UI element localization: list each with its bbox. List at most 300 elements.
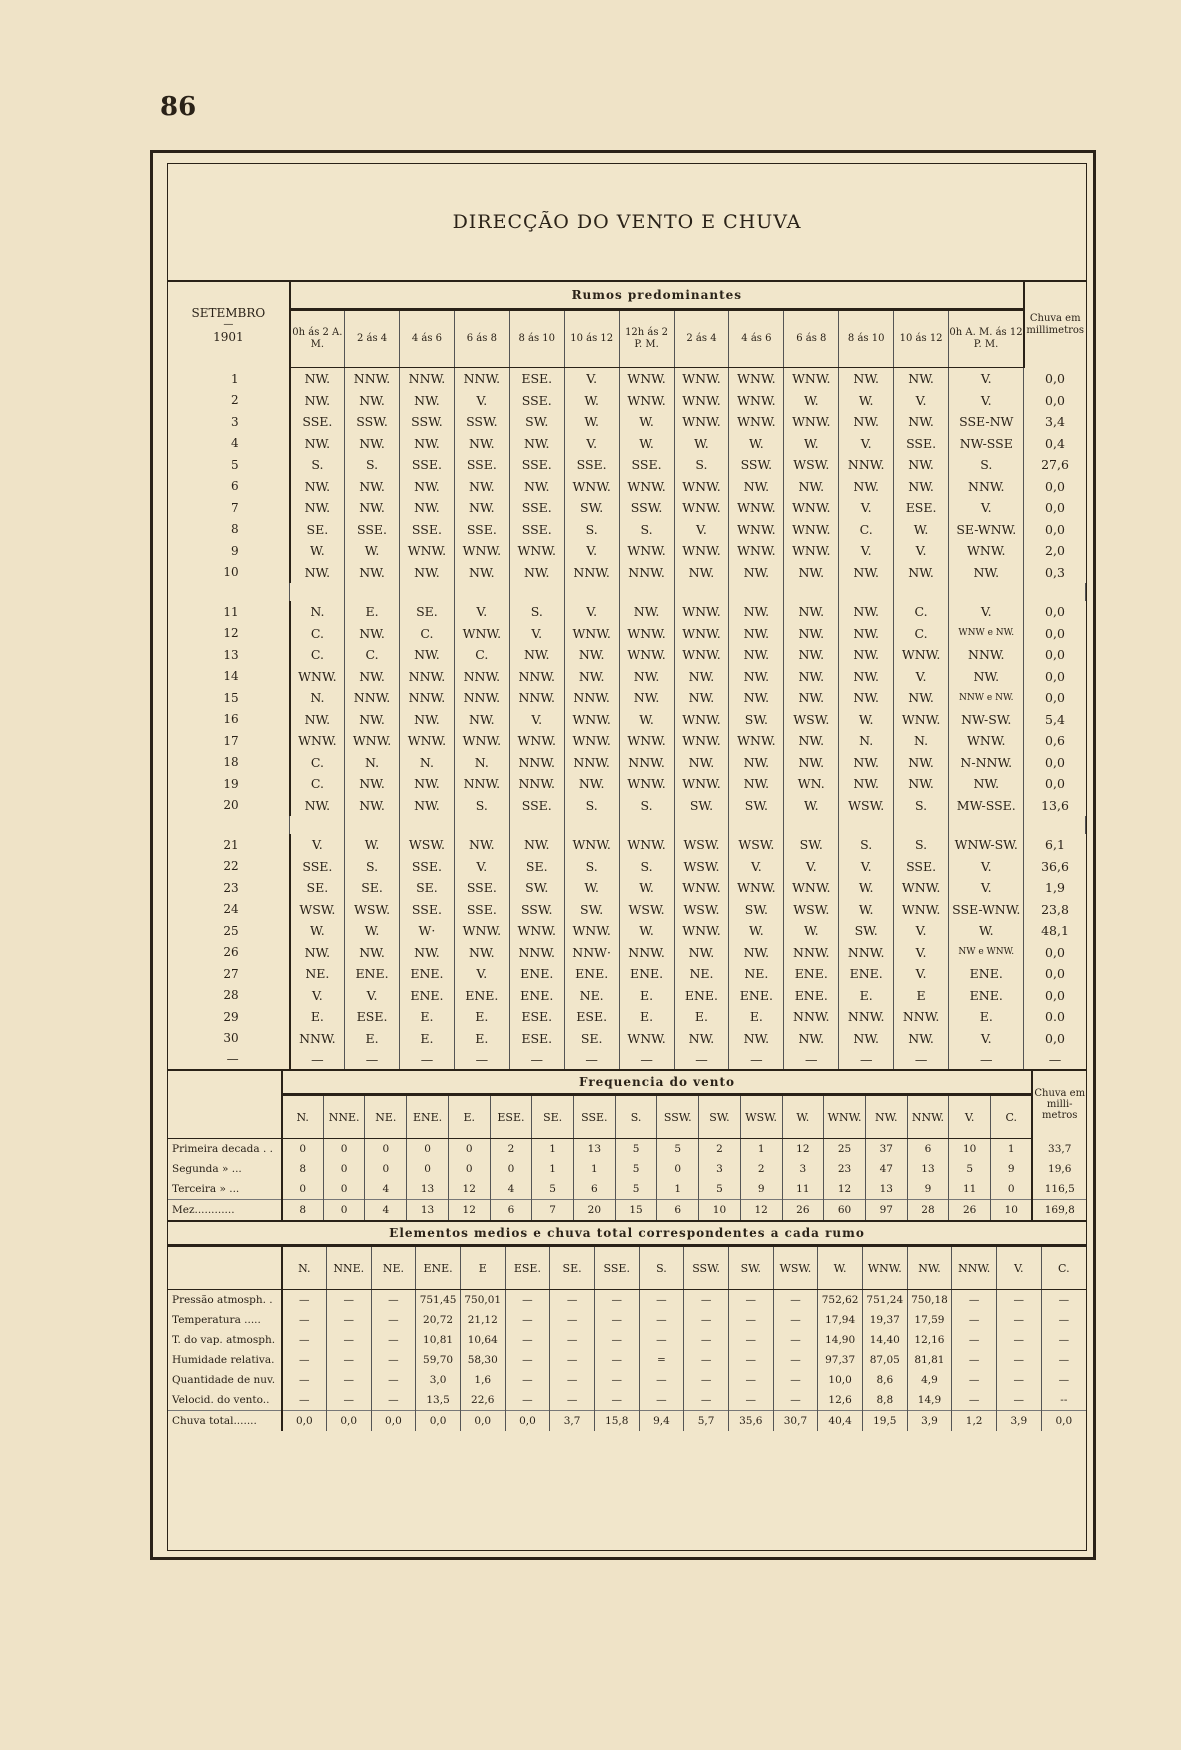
frequency-cell: 8: [282, 1200, 324, 1221]
wind-direction-cell: NNW.: [509, 752, 564, 774]
element-value-cell: 12,16: [907, 1330, 952, 1350]
wind-direction-cell: V.: [949, 368, 1024, 390]
wind-direction-cell: NNW.: [454, 368, 509, 390]
wind-direction-cell: NNW.: [784, 942, 839, 964]
rain-cell: 0,0: [1045, 966, 1065, 982]
wind-direction-cell: WNW.: [399, 730, 454, 752]
wind-direction-cell: NW.: [509, 433, 564, 455]
wind-direction-cell: NNW.: [509, 773, 564, 795]
day-row: [168, 1028, 1086, 1050]
direction-column-header: ENE.: [407, 1095, 449, 1139]
wind-direction-cell: NW.: [839, 752, 894, 774]
wind-direction-cell: W.: [674, 433, 729, 455]
wind-direction-cell: SE.: [290, 519, 345, 541]
wind-direction-cell: SSE.: [454, 877, 509, 899]
wind-direction-cell: SSE.: [509, 390, 564, 412]
wind-direction-cell: WNW.: [454, 623, 509, 645]
wind-direction-cell: NW.: [290, 795, 345, 817]
wind-direction-cell: V.: [949, 877, 1024, 899]
frequency-cell: 28: [907, 1200, 949, 1221]
day-row: [168, 497, 1086, 519]
frequency-cell: 13: [407, 1200, 449, 1221]
time-column-header: 6 ás 8: [784, 310, 839, 368]
element-value-cell: —: [282, 1330, 327, 1350]
wind-direction-cell: WNW.: [619, 390, 674, 412]
day-number: 7: [168, 497, 290, 519]
frequency-cell: 7: [532, 1200, 574, 1221]
wind-direction-cell: WNW.: [784, 497, 839, 519]
wind-direction-cell: NNW.: [839, 942, 894, 964]
time-column-header: 2 ás 4: [345, 310, 400, 368]
frequency-cell: 12: [740, 1200, 782, 1221]
wind-direction-cell: SW.: [729, 899, 784, 921]
element-value-cell: —: [639, 1390, 684, 1411]
wind-direction-cell: SSE.: [509, 454, 564, 476]
wind-direction-cell: N.: [290, 601, 345, 623]
dash-cell: —: [399, 1049, 454, 1069]
frequency-cell: 20: [574, 1200, 616, 1221]
wind-direction-cell: ESE.: [509, 368, 564, 390]
rain-cell: 0,0: [1045, 754, 1065, 770]
direction-column-header: NW.: [907, 1246, 952, 1290]
direction-column-header: ENE.: [416, 1246, 461, 1290]
element-row: [168, 1390, 1086, 1411]
element-value-cell: 0,0: [326, 1411, 371, 1432]
wind-direction-cell: SE-WNW.: [949, 519, 1024, 541]
direction-column-header: WSW.: [740, 1095, 782, 1139]
wind-direction-cell: NW.: [345, 390, 400, 412]
element-value-cell: —: [773, 1350, 818, 1370]
direction-column-header: W.: [818, 1246, 863, 1290]
wind-direction-cell: W.: [784, 390, 839, 412]
element-value-cell: —: [684, 1370, 729, 1390]
wind-direction-cell: NW.: [894, 752, 949, 774]
element-value-cell: 19,5: [862, 1411, 907, 1432]
wind-direction-cell: NW.: [399, 476, 454, 498]
wind-direction-cell: V.: [564, 368, 619, 390]
day-row: [168, 623, 1086, 645]
wind-direction-cell: SSW.: [345, 411, 400, 433]
wind-direction-cell: NW.: [345, 476, 400, 498]
element-value-cell: —: [639, 1370, 684, 1390]
frequency-cell: 6: [574, 1179, 616, 1200]
day-number: 29: [168, 1006, 290, 1028]
frequency-cell: 5: [615, 1139, 657, 1160]
wind-direction-cell: SE.: [564, 1028, 619, 1050]
day-row: [168, 795, 1086, 817]
wind-direction-cell: V.: [290, 985, 345, 1007]
frequency-cell: 1: [991, 1139, 1033, 1160]
freq-corner-lower: [168, 1095, 282, 1139]
wind-direction-cell: WNW.: [399, 540, 454, 562]
day-number: 21: [168, 834, 290, 856]
wind-direction-cell: ENE.: [784, 963, 839, 985]
wind-direction-cell: WNW.: [729, 877, 784, 899]
element-value-cell: 22,6: [460, 1390, 505, 1411]
page-title: DIRECÇÃO DO VENTO E CHUVA: [168, 164, 1086, 282]
wind-direction-cell: ENE.: [949, 963, 1024, 985]
wind-direction-cell: NW.: [564, 644, 619, 666]
day-row: [168, 411, 1086, 433]
wind-direction-cell: NW.: [894, 411, 949, 433]
direction-column-header: V.: [949, 1095, 991, 1139]
wind-direction-cell: NE.: [290, 963, 345, 985]
dash-cell: —: [564, 1049, 619, 1069]
element-value-cell: 9,4: [639, 1411, 684, 1432]
wind-direction-cell: W.: [619, 433, 674, 455]
frequency-cell: 25: [824, 1139, 866, 1160]
wind-direction-cell: C.: [290, 623, 345, 645]
wind-direction-cell: NW.: [674, 666, 729, 688]
wind-direction-cell: SW.: [674, 795, 729, 817]
wind-direction-cell: E.: [399, 1006, 454, 1028]
wind-direction-cell: E.: [619, 1006, 674, 1028]
wind-direction-cell: NW.: [399, 709, 454, 731]
element-value-cell: 0,0: [1041, 1411, 1086, 1432]
wind-direction-cell: WNW.: [454, 540, 509, 562]
wind-direction-cell: WNW.: [674, 476, 729, 498]
wind-direction-cell: V.: [509, 623, 564, 645]
wind-direction-cell: SSW.: [454, 411, 509, 433]
wind-direction-cell: NW.: [399, 433, 454, 455]
wind-direction-cell: NW.: [509, 476, 564, 498]
wind-direction-cell: NW.: [454, 476, 509, 498]
wind-direction-cell: SSE.: [399, 899, 454, 921]
wind-direction-cell: NW.: [784, 1028, 839, 1050]
dash-cell: —: [619, 1049, 674, 1069]
day-row: [168, 519, 1086, 541]
wind-direction-cell: V.: [949, 601, 1024, 623]
wind-direction-cell: NW.: [399, 773, 454, 795]
day-row: [168, 877, 1086, 899]
wind-direction-cell: NNW.: [454, 687, 509, 709]
frequency-cell: 0: [407, 1159, 449, 1179]
wind-direction-cell: WNW.: [509, 540, 564, 562]
wind-direction-cell: ENE.: [399, 963, 454, 985]
wind-direction-cell: NW.: [509, 834, 564, 856]
wind-direction-cell: SW.: [729, 795, 784, 817]
wind-direction-cell: SSE.: [345, 519, 400, 541]
frequency-cell: 9: [740, 1179, 782, 1200]
day-number: 8: [168, 519, 290, 541]
element-value-cell: 40,4: [818, 1411, 863, 1432]
wind-direction-cell: V.: [894, 942, 949, 964]
frequency-row: [168, 1159, 1086, 1179]
day-row: [168, 709, 1086, 731]
wind-direction-cell: N.: [345, 752, 400, 774]
rain-cell: 0,6: [1045, 733, 1065, 749]
element-row: [168, 1310, 1086, 1330]
wind-direction-cell: S.: [839, 834, 894, 856]
frequency-cell: 0: [448, 1159, 490, 1179]
element-value-cell: —: [996, 1390, 1041, 1411]
element-value-cell: 8,8: [862, 1390, 907, 1411]
wind-direction-cell: S.: [619, 856, 674, 878]
rain-total-cell: 169,8: [1032, 1200, 1086, 1221]
element-value-cell: —: [952, 1350, 997, 1370]
wind-direction-cell: WNW.: [619, 730, 674, 752]
day-number: 10: [168, 562, 290, 584]
frequency-cell: 23: [824, 1159, 866, 1179]
frequency-cell: 5: [949, 1159, 991, 1179]
wind-direction-cell: NW.: [894, 562, 949, 584]
element-label: Temperatura .....: [168, 1310, 282, 1330]
element-value-cell: —: [326, 1290, 371, 1311]
elem-corner: [168, 1246, 282, 1290]
wind-direction-cell: WN.: [784, 773, 839, 795]
wind-direction-cell: S.: [345, 454, 400, 476]
element-value-cell: —: [505, 1350, 550, 1370]
wind-direction-cell: V.: [894, 963, 949, 985]
wind-direction-cell: V.: [839, 497, 894, 519]
wind-direction-cell: WSW.: [839, 795, 894, 817]
frequency-cell: 4: [490, 1179, 532, 1200]
day-row: [168, 601, 1086, 623]
wind-direction-cell: WNW.: [674, 390, 729, 412]
element-row: [168, 1330, 1086, 1350]
wind-direction-cell: NW.: [345, 942, 400, 964]
wind-direction-cell: N.: [839, 730, 894, 752]
decade-spacer: [168, 816, 1086, 834]
frequency-cell: 0: [323, 1200, 365, 1221]
element-value-cell: —: [1058, 1354, 1070, 1366]
wind-direction-cell: SE.: [509, 856, 564, 878]
wind-direction-cell: V.: [454, 856, 509, 878]
wind-direction-cell: NW.: [454, 562, 509, 584]
element-value-cell: —: [773, 1290, 818, 1311]
day-number: 4: [168, 433, 290, 455]
time-column-header: 4 ás 6: [729, 310, 784, 368]
day-number: 15: [168, 687, 290, 709]
wind-direction-cell: SSW.: [399, 411, 454, 433]
wind-direction-cell: C.: [399, 623, 454, 645]
day-number: 6: [168, 476, 290, 498]
wind-direction-cell: NW.: [784, 730, 839, 752]
wind-direction-cell: NNW.: [509, 687, 564, 709]
day-row: [168, 752, 1086, 774]
rain-cell: 0,0: [1045, 392, 1065, 408]
wind-direction-cell: V.: [949, 390, 1024, 412]
day-number: 24: [168, 899, 290, 921]
element-value-cell: 30,7: [773, 1411, 818, 1432]
wind-direction-cell: W.: [345, 920, 400, 942]
frequency-cell: 6: [490, 1200, 532, 1221]
frequency-cell: 5: [532, 1179, 574, 1200]
wind-direction-cell: NW.: [729, 623, 784, 645]
wind-direction-cell: V.: [674, 519, 729, 541]
frequency-cell: 8: [282, 1159, 324, 1179]
element-value-cell: —: [550, 1290, 595, 1311]
wind-direction-cell: N.: [454, 752, 509, 774]
wind-direction-cell: NW.: [290, 497, 345, 519]
wind-direction-cell: WNW-SW.: [949, 834, 1024, 856]
element-value-cell: --: [1060, 1394, 1068, 1406]
wind-direction-cell: V.: [949, 497, 1024, 519]
wind-direction-cell: SSE.: [290, 411, 345, 433]
wind-direction-cell: WNW.: [619, 623, 674, 645]
wind-direction-cell: NW.: [729, 752, 784, 774]
rain-cell: 0,0: [1045, 478, 1065, 494]
frequency-cell: 5: [699, 1179, 741, 1200]
wind-direction-cell: WNW.: [619, 644, 674, 666]
element-value-cell: —: [550, 1310, 595, 1330]
wind-direction-cell: V.: [894, 920, 949, 942]
element-value-cell: —: [371, 1370, 416, 1390]
day-number: 13: [168, 644, 290, 666]
wind-direction-cell: V.: [839, 433, 894, 455]
wind-direction-cell: NW.: [894, 476, 949, 498]
wind-direction-cell: V.: [784, 856, 839, 878]
wind-direction-cell: S.: [454, 795, 509, 817]
dash-cell: —: [509, 1049, 564, 1069]
wind-direction-cell: ESE.: [564, 1006, 619, 1028]
wind-direction-cell: E.: [729, 1006, 784, 1028]
day-number: 18: [168, 752, 290, 774]
day-number: 14: [168, 666, 290, 688]
frequency-cell: 9: [907, 1179, 949, 1200]
element-value-cell: —: [282, 1310, 327, 1330]
wind-direction-cell: NNW.: [509, 942, 564, 964]
element-value-cell: 8,6: [862, 1370, 907, 1390]
element-value-cell: 97,37: [818, 1350, 863, 1370]
frequency-row: [168, 1179, 1086, 1200]
direction-column-header: W.: [782, 1095, 824, 1139]
wind-direction-cell: ESE.: [894, 497, 949, 519]
wind-direction-cell: SE.: [290, 877, 345, 899]
wind-direction-cell: E.: [949, 1006, 1024, 1028]
rain-cell: 13,6: [1041, 797, 1069, 813]
element-value-cell: —: [326, 1390, 371, 1411]
wind-direction-cell: SW.: [784, 834, 839, 856]
element-value-cell: —: [282, 1390, 327, 1411]
day-number: 2: [168, 390, 290, 412]
wind-direction-cell: WNW.: [729, 730, 784, 752]
rain-cell: 3,4: [1045, 414, 1065, 430]
wind-direction-cell: WNW.: [894, 709, 949, 731]
freq-corner: [168, 1071, 282, 1095]
wind-direction-cell: SW.: [839, 920, 894, 942]
element-value-cell: —: [550, 1330, 595, 1350]
period-label: Segunda » ...: [168, 1159, 282, 1179]
page-number: 86: [160, 92, 197, 122]
wind-direction-cell: NW.: [839, 562, 894, 584]
rain-total-cell: 19,6: [1032, 1159, 1086, 1179]
element-value-cell: 4,9: [907, 1370, 952, 1390]
element-value-cell: —: [326, 1330, 371, 1350]
direction-column-header: S.: [615, 1095, 657, 1139]
wind-direction-cell: NW.: [454, 497, 509, 519]
wind-direction-cell: NW.: [290, 368, 345, 390]
frequency-cell: 0: [991, 1179, 1033, 1200]
element-value-cell: 20,72: [416, 1310, 461, 1330]
wind-direction-cell: ESE.: [345, 1006, 400, 1028]
wind-direction-cell: NW.: [894, 773, 949, 795]
wind-direction-cell: WNW.: [619, 476, 674, 498]
element-value-cell: 35,6: [728, 1411, 773, 1432]
wind-direction-cell: NW.: [839, 773, 894, 795]
wind-direction-cell: NW.: [399, 562, 454, 584]
frequency-cell: 11: [949, 1179, 991, 1200]
wind-direction-cell: WNW.: [784, 877, 839, 899]
element-value-cell: 750,01: [460, 1290, 505, 1311]
frequency-cell: 15: [615, 1200, 657, 1221]
wind-direction-cell: WNW.: [674, 601, 729, 623]
wind-direction-cell: NW.: [894, 368, 949, 390]
frequency-row: [168, 1200, 1086, 1221]
wind-direction-cell: NW.: [345, 623, 400, 645]
direction-column-header: ESE.: [505, 1246, 550, 1290]
direction-column-header: C.: [991, 1095, 1033, 1139]
wind-direction-cell: NNW.: [290, 1028, 345, 1050]
element-value-cell: —: [773, 1390, 818, 1411]
wind-direction-cell: V.: [839, 856, 894, 878]
wind-direction-cell: SSE.: [894, 433, 949, 455]
element-value-cell: —: [550, 1390, 595, 1411]
wind-direction-cell: WNW.: [509, 920, 564, 942]
element-value-cell: —: [952, 1370, 997, 1390]
element-value-cell: 19,37: [862, 1310, 907, 1330]
day-row: [168, 963, 1086, 985]
wind-direction-cell: NW.: [784, 601, 839, 623]
wind-direction-cell: W.: [949, 920, 1024, 942]
wind-direction-cell: NW.: [290, 433, 345, 455]
frequency-cell: 3: [782, 1159, 824, 1179]
direction-column-header: WNW.: [824, 1095, 866, 1139]
wind-direction-cell: NW.: [619, 687, 674, 709]
element-value-cell: 1,6: [460, 1370, 505, 1390]
element-value-cell: —: [728, 1390, 773, 1411]
wind-direction-cell: SSE.: [454, 899, 509, 921]
element-value-cell: 13,5: [416, 1390, 461, 1411]
element-value-cell: —: [1058, 1294, 1070, 1306]
wind-direction-cell: SSE.: [454, 454, 509, 476]
wind-direction-cell: SSE.: [509, 795, 564, 817]
wind-direction-cell: NW.: [729, 666, 784, 688]
wind-direction-cell: WNW.: [894, 899, 949, 921]
element-value-cell: 59,70: [416, 1350, 461, 1370]
frequency-cell: 12: [782, 1139, 824, 1160]
wind-direction-cell: V.: [290, 834, 345, 856]
rain-header: Chuva em millimetros: [1024, 282, 1086, 368]
wind-direction-cell: V.: [949, 1028, 1024, 1050]
wind-direction-cell: E: [894, 985, 949, 1007]
wind-direction-cell: S.: [949, 454, 1024, 476]
dash-cell: —: [949, 1049, 1024, 1069]
frequency-cell: 0: [282, 1179, 324, 1200]
wind-direction-cell: WSW.: [784, 899, 839, 921]
element-value-cell: 87,05: [862, 1350, 907, 1370]
direction-column-header: SW.: [728, 1246, 773, 1290]
element-value-cell: 14,9: [907, 1390, 952, 1411]
wind-direction-cell: SSE.: [564, 454, 619, 476]
month-label: SETEMBRO: [191, 305, 266, 320]
wind-direction-cell: NW.: [290, 476, 345, 498]
decade-spacer: [168, 583, 1086, 601]
element-value-cell: 752,62: [818, 1290, 863, 1311]
wind-direction-cell: E.: [619, 985, 674, 1007]
element-value-cell: —: [594, 1390, 639, 1411]
wind-direction-cell: NW.: [894, 1028, 949, 1050]
element-value-cell: 0,0: [505, 1411, 550, 1432]
wind-direction-cell: WNW.: [564, 920, 619, 942]
rain-cell: 5,4: [1045, 711, 1065, 727]
day-number: 1: [168, 368, 290, 390]
table-inner: [167, 163, 1087, 1551]
wind-direction-cell: NW.: [345, 433, 400, 455]
frequency-cell: 4: [365, 1179, 407, 1200]
direction-column-header: E.: [448, 1095, 490, 1139]
wind-direction-cell: SSE-WNW.: [949, 899, 1024, 921]
